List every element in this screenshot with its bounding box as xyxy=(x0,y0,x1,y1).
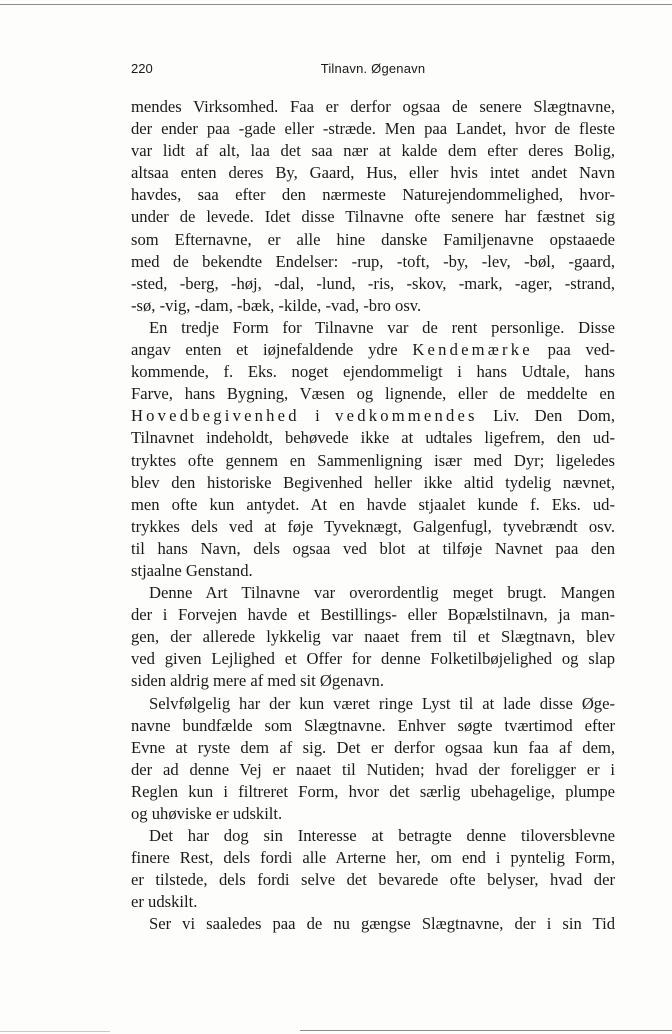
paragraph-first-line: Denne Art Tilnavne var overordentlig meget brugt. Mangen xyxy=(149,583,615,603)
text-line: -sted, -berg, -høj, -dal, -lund, -ris, -skov, -mark, -ager, -strand, xyxy=(131,273,615,293)
text-line: -sø, -vig, -dam, -bæk, -kilde, -vad, -bro osv. xyxy=(131,295,422,315)
text-line: blev den historiske Begivenhed heller ikke altid tydelig nævnet, xyxy=(131,472,615,492)
text-line: Hovedbegivenhed i vedkommendes Liv. Den Dom, xyxy=(131,406,615,426)
text-line: gen, der allerede lykkelig var naaet frem til et Slægtnavn, blev xyxy=(131,627,615,647)
text-line: med de bekendte Endelser: -rup, -toft, -by, -lev, -bøl, -gaard, xyxy=(131,251,615,271)
paragraph-first-line: Ser vi saaledes paa de nu gængse Slægtnavne, der i sin Tid xyxy=(149,914,615,934)
text-line: tryktes ofte gennem en Sammenligning især med Dyr; ligeledes xyxy=(131,450,615,470)
scan-edge-top xyxy=(0,4,672,5)
text-line: der i Forvejen havde et Bestillings- eller Bopælstilnavn, ja man- xyxy=(131,605,615,625)
paragraph-first-line: Selvfølgelig har der kun været ringe Lyst til at lade disse Øge- xyxy=(149,693,615,713)
text-line: havdes, saa efter den nærmeste Naturejendommelighed, hvor- xyxy=(131,185,615,205)
text-line: siden aldrig mere af med sit Øgenavn. xyxy=(131,671,384,691)
text-line: er udskilt. xyxy=(131,892,198,912)
text-line: men ofte kun antydet. At en havde stjaalet kunde f. Eks. ud- xyxy=(131,494,615,514)
text-line: mendes Virksomhed. Faa er derfor ogsaa de senere Slægtnavne, xyxy=(131,97,615,116)
running-header xyxy=(131,61,615,83)
emphasis-spaced: Kendemærke xyxy=(412,340,533,360)
text-line: der ender paa -gade eller -stræde. Men paa Landet, hvor de fleste xyxy=(131,119,615,139)
page-number: 220 xyxy=(131,61,153,76)
paragraph-first-line: Det har dog sin Interesse at betragte denne tiloversblevne xyxy=(149,826,615,846)
text-line: som Efternavne, er alle hine danske Familjenavne opstaaede xyxy=(131,229,615,249)
scan-edge-bottom xyxy=(300,1030,672,1031)
text-line: Tilnavnet indeholdt, behøvede ikke at udtales ligefrem, den ud- xyxy=(131,428,615,448)
emphasis-spaced: vedkommendes xyxy=(335,406,478,426)
text-line: er tilstede, dels fordi selve det bevarede ofte belyser, hvad der xyxy=(131,870,615,890)
paragraph-first-line: En tredje Form for Tilnavne var de rent personlige. Disse xyxy=(149,317,615,337)
text-line: Farve, hans Bygning, Væsen og lignende, eller de meddelte en xyxy=(131,384,615,404)
text-line: under de levede. Idet disse Tilnavne ofte senere har fæstnet sig xyxy=(131,207,615,227)
text-line: finere Rest, dels fordi alle Arterne her, om end i pyntelig Form, xyxy=(131,848,615,868)
text-line: angav enten et iøjnefaldende ydre Kendemærke paa ved- xyxy=(131,340,615,360)
text-line: Evne at ryste dem af sig. Det er derfor ogsaa kun faa af dem, xyxy=(131,737,615,757)
text-line: trykkes dels ved at føje Tyveknægt, Galgenfugl, tyvebrændt osv. xyxy=(131,516,615,536)
text-line: og uhøviske er udskilt. xyxy=(131,804,283,823)
text-line: der ad denne Vej er naaet til Nutiden; hvad der foreligger er i xyxy=(131,759,615,779)
text-line: var lidt af alt, laa det saa nær at kalde dem efter deres Bolig, xyxy=(131,141,615,161)
text-line: altsaa enten deres By, Gaard, Hus, eller hvis intet andet Navn xyxy=(131,163,615,183)
emphasis-spaced: Hovedbegivenhed xyxy=(131,406,300,426)
body-text xyxy=(131,96,615,936)
text-line: ved given Lejlighed et Offer for denne Folketilbøjelighed og slap xyxy=(131,649,615,669)
text-line: kommende, f. Eks. noget ejendommeligt i hans Udtale, hans xyxy=(131,362,615,382)
scan-edge-bottom-left xyxy=(0,1031,110,1032)
text-line: til hans Navn, dels ogsaa ved blot at tilføje Navnet paa den xyxy=(131,538,615,558)
text-line: navne bundfælde som Slægtnavne. Enhver søgte tværtimod efter xyxy=(131,715,615,735)
running-title: Tilnavn. Øgenavn xyxy=(320,61,426,76)
text-line: Reglen kun i filtreret Form, hvor det særlig ubehagelige, plumpe xyxy=(131,781,615,801)
text-line: stjaalne Genstand. xyxy=(131,560,253,580)
